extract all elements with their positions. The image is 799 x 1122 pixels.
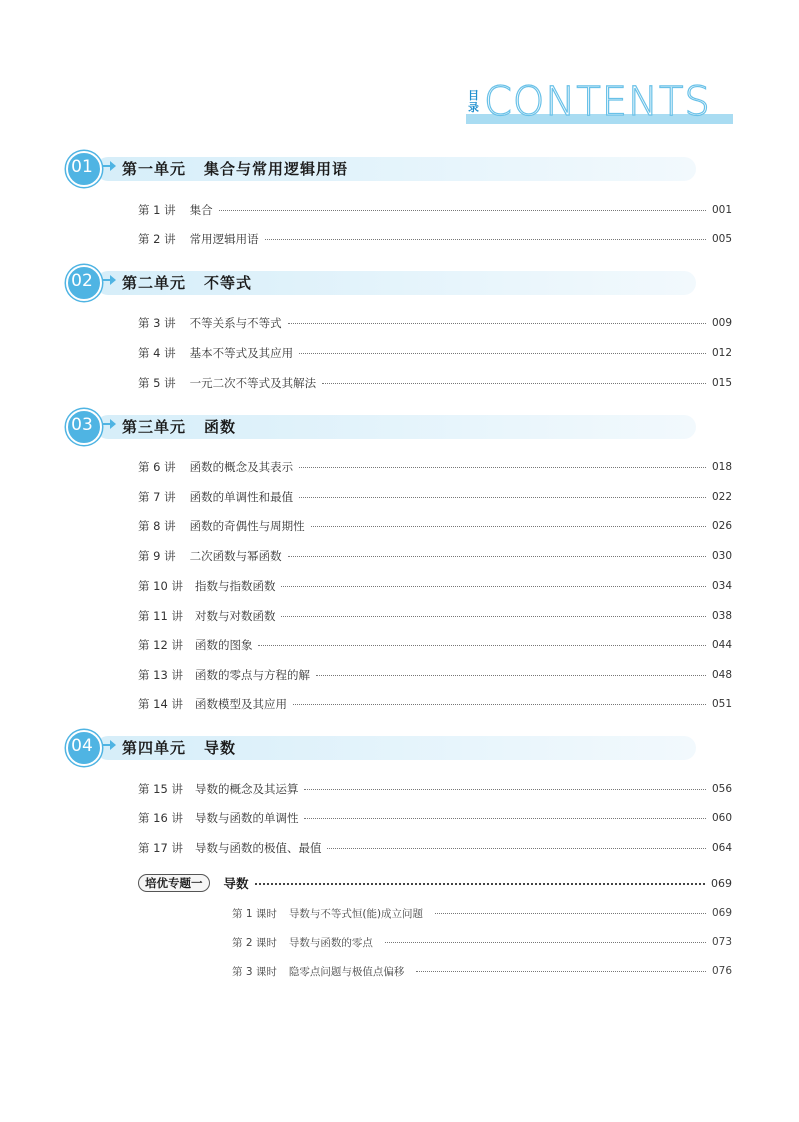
lecture-number: 第 4 讲	[138, 346, 176, 360]
page-number: 038	[711, 610, 732, 622]
unit-number: 03	[71, 415, 93, 435]
lecture-title: 一元二次不等式及其解法	[189, 376, 317, 390]
page-number: 076	[711, 965, 732, 977]
lecture-title: 二次函数与幂函数	[189, 549, 282, 563]
leader-dots	[255, 882, 705, 885]
page-number: 051	[711, 698, 732, 710]
lecture-number: 第 12 讲	[138, 638, 183, 652]
special-topic-title: 导数	[223, 876, 249, 891]
page-number: 069	[711, 876, 732, 890]
leader-dots	[416, 970, 706, 972]
lecture-number: 第 6 讲	[138, 460, 176, 474]
page-number: 069	[711, 907, 732, 919]
toc-entry[interactable]	[138, 694, 732, 714]
lecture-number: 第 16 讲	[138, 811, 183, 825]
lecture-number: 第 17 讲	[138, 841, 183, 855]
leader-dots	[293, 703, 706, 705]
lecture-number: 第 10 讲	[138, 579, 183, 593]
sub-entry[interactable]	[232, 903, 732, 923]
contents-header	[466, 80, 733, 126]
unit-name: 第三单元	[122, 418, 187, 436]
arrowhead-icon	[110, 419, 116, 429]
unit-title: 导数	[204, 739, 237, 757]
leader-dots	[281, 615, 706, 617]
leader-dots	[316, 674, 706, 676]
page-number: 073	[711, 936, 732, 948]
arrowhead-icon	[110, 740, 116, 750]
toc-entry[interactable]	[138, 779, 732, 799]
leader-dots	[299, 352, 706, 354]
leader-dots	[288, 555, 706, 557]
leader-dots	[385, 941, 706, 943]
lecture-title: 基本不等式及其应用	[189, 346, 294, 360]
toc-entry[interactable]	[138, 229, 732, 249]
page-number: 005	[711, 233, 732, 245]
unit-header-1	[66, 151, 696, 185]
unit-header-2	[66, 265, 696, 299]
lecture-number: 第 11 讲	[138, 609, 183, 623]
leader-dots	[299, 466, 706, 468]
toc-entry[interactable]	[138, 457, 732, 477]
lecture-number: 第 8 讲	[138, 519, 176, 533]
leader-dots	[304, 788, 706, 790]
unit-title: 集合与常用逻辑用语	[204, 160, 349, 178]
lecture-number: 第 1 讲	[138, 203, 176, 217]
lecture-title: 常用逻辑用语	[189, 232, 259, 246]
unit-number: 04	[71, 736, 93, 756]
leader-dots	[435, 912, 706, 914]
lecture-number: 第 9 讲	[138, 549, 176, 563]
unit-name: 第四单元	[122, 739, 187, 757]
leader-dots	[288, 322, 706, 324]
toc-entry[interactable]	[138, 576, 732, 596]
page-number: 001	[711, 204, 732, 216]
lecture-title: 函数的图象	[194, 638, 253, 652]
toc-entry[interactable]	[138, 313, 732, 333]
lecture-title: 函数的单调性和最值	[189, 490, 294, 504]
session-title: 隐零点问题与极值点偏移	[288, 965, 405, 978]
lecture-title: 指数与指数函数	[194, 579, 276, 593]
leader-dots	[219, 209, 706, 211]
session-label: 第 1 课时	[232, 907, 277, 920]
toc-entry[interactable]	[138, 487, 732, 507]
lecture-title: 导数与函数的极值、最值	[194, 841, 322, 855]
leader-dots	[299, 496, 706, 498]
lecture-title: 函数的零点与方程的解	[194, 668, 310, 682]
leader-dots	[322, 382, 706, 384]
unit-name: 第一单元	[122, 160, 187, 178]
toc-entry[interactable]	[138, 546, 732, 566]
page-number: 064	[711, 842, 732, 854]
session-label: 第 3 课时	[232, 965, 277, 978]
page-number: 034	[711, 580, 732, 592]
leader-dots	[258, 644, 706, 646]
contents-title: CONTENTS	[484, 79, 711, 125]
page-number: 044	[711, 639, 732, 651]
unit-name: 第二单元	[122, 274, 187, 292]
special-topic-entry[interactable]	[138, 872, 732, 894]
toc-entry[interactable]	[138, 838, 732, 858]
lecture-number: 第 7 讲	[138, 490, 176, 504]
session-title: 导数与函数的零点	[288, 936, 373, 949]
session-title: 导数与不等式恒(能)成立问题	[288, 907, 424, 920]
lecture-title: 函数的概念及其表示	[189, 460, 294, 474]
special-topic-badge: 培优专题一	[138, 874, 210, 892]
toc-entry[interactable]	[138, 343, 732, 363]
page-number: 022	[711, 491, 732, 503]
unit-header-4	[66, 730, 696, 764]
lecture-number: 第 13 讲	[138, 668, 183, 682]
toc-entry[interactable]	[138, 606, 732, 626]
sub-entry[interactable]	[232, 932, 732, 952]
session-label: 第 2 课时	[232, 936, 277, 949]
mulu-label: 目录	[468, 89, 479, 114]
page-number: 015	[711, 377, 732, 389]
toc-entry[interactable]	[138, 200, 732, 220]
lecture-number: 第 3 讲	[138, 316, 176, 330]
lecture-title: 集合	[189, 203, 213, 217]
leader-dots	[311, 525, 706, 527]
unit-number: 01	[71, 157, 93, 177]
unit-header-3	[66, 409, 696, 443]
leader-dots	[327, 847, 706, 849]
page-number: 026	[711, 520, 732, 532]
toc-entry[interactable]	[138, 635, 732, 655]
lecture-title: 导数与函数的单调性	[194, 811, 299, 825]
unit-title: 不等式	[204, 274, 253, 292]
leader-dots	[265, 238, 706, 240]
lecture-number: 第 2 讲	[138, 232, 176, 246]
lecture-title: 函数的奇偶性与周期性	[189, 519, 305, 533]
lecture-title: 函数模型及其应用	[194, 697, 287, 711]
lecture-title: 对数与对数函数	[194, 609, 276, 623]
page-number: 060	[711, 812, 732, 824]
lecture-number: 第 15 讲	[138, 782, 183, 796]
page-number: 009	[711, 317, 732, 329]
toc-entry[interactable]	[138, 665, 732, 685]
page-number: 018	[711, 461, 732, 473]
lecture-number: 第 5 讲	[138, 376, 176, 390]
arrowhead-icon	[110, 161, 116, 171]
page-number: 056	[711, 783, 732, 795]
sub-entry[interactable]	[232, 961, 732, 981]
lecture-title: 导数的概念及其运算	[194, 782, 299, 796]
lecture-number: 第 14 讲	[138, 697, 183, 711]
page-number: 048	[711, 669, 732, 681]
toc-entry[interactable]	[138, 373, 732, 393]
toc-entry[interactable]	[138, 808, 732, 828]
lecture-title: 不等关系与不等式	[189, 316, 282, 330]
toc-entry[interactable]	[138, 516, 732, 536]
leader-dots	[304, 817, 706, 819]
leader-dots	[281, 585, 706, 587]
arrowhead-icon	[110, 275, 116, 285]
page-number: 030	[711, 550, 732, 562]
unit-number: 02	[71, 271, 93, 291]
unit-title: 函数	[204, 418, 237, 436]
page-number: 012	[711, 347, 732, 359]
